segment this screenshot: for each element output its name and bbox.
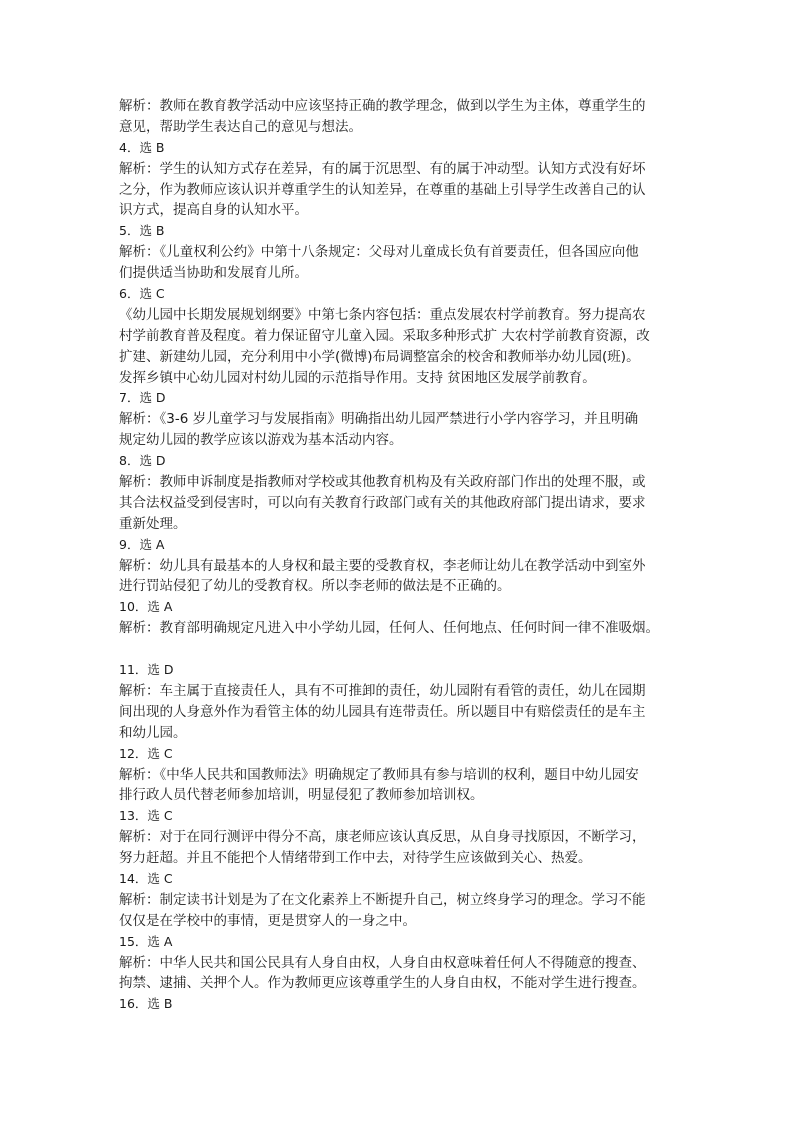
explanation-line: 拘禁、逮捕、关押个人。作为教师更应该尊重学生的人身自由权，不能对学生进行搜查。 xyxy=(119,975,646,992)
explanation-line: 解析：车主属于直接责任人，具有不可推卸的责任，幼儿园附有看管的责任，幼儿在园期 xyxy=(119,682,646,699)
explanation-line: 和幼儿园。 xyxy=(119,724,187,741)
explanation-line: 解析：《中华人民共和国教师法》明确规定了教师具有参与培训的权利，题目中幼儿园安 xyxy=(119,766,639,783)
answer-choice: 7．选 D xyxy=(119,390,166,406)
explanation-line: 解析：《儿童权利公约》中第十八条规定：父母对儿童成长负有首要责任，但各国应向他 xyxy=(119,244,639,261)
explanation-line: 村学前教育普及程度。着力保证留守儿童入园。采取多种形式扩 大农村学前教育资源，改 xyxy=(119,327,650,344)
answer-choice: 6．选 C xyxy=(119,286,165,302)
explanation-line: 解析：中华人民共和国公民具有人身自由权，人身自由权意味着任何人不得随意的搜查、 xyxy=(119,954,646,971)
answer-choice: 13．选 C xyxy=(119,808,173,824)
explanation-line: 意见，帮助学生表达自己的意见与想法。 xyxy=(119,118,362,135)
explanation-line: 解析：制定读书计划是为了在文化素养上不断提升自己，树立终身学习的理念。学习不能 xyxy=(119,891,646,908)
document-body xyxy=(119,96,679,1015)
explanation-line: 其合法权益受到侵害时，可以向有关教育行政部门或有关的其他政府部门提出请求，要求 xyxy=(119,494,646,511)
explanation-line: 排行政人员代替老师参加培训，明显侵犯了教师参加培训权。 xyxy=(119,787,484,804)
answer-choice: 12．选 C xyxy=(119,745,173,761)
answer-choice: 14．选 C xyxy=(119,870,173,886)
explanation-line: 解析：教育部明确规定凡进入中小学幼儿园，任何人、任何地点、任何时间一律不准吸烟。 xyxy=(119,620,659,637)
explanation-line: 之分，作为教师应该认识并尊重学生的认知差异，在尊重的基础上引导学生改善自己的认 xyxy=(119,181,646,198)
explanation-line: 重新处理。 xyxy=(119,515,187,532)
explanation-line: 解析：对于在同行测评中得分不高，康老师应该认真反思，从自身寻找原因，不断学习， xyxy=(119,829,646,846)
explanation-line: 努力赶超。并且不能把个人情绪带到工作中去，对待学生应该做到关心、热爱。 xyxy=(119,850,592,867)
explanation-line: 识方式，提高自身的认知水平。 xyxy=(119,202,308,219)
explanation-line: 扩建、新建幼儿园，充分利用中小学(微博)布局调整富余的校舍和教师举办幼儿园(班)。 xyxy=(119,348,640,365)
explanation-line: 《幼儿园中长期发展规划纲要》中第七条内容包括：重点发展农村学前教育。努力提高农 xyxy=(119,306,646,323)
answer-choice: 4．选 B xyxy=(119,139,165,155)
answer-choice: 5．选 B xyxy=(119,223,165,239)
explanation-line: 仅仅是在学校中的事情，更是贯穿人的一身之中。 xyxy=(119,912,416,929)
explanation-line: 规定幼儿园的教学应该以游戏为基本活动内容。 xyxy=(119,432,403,449)
blank-line xyxy=(119,639,679,660)
answer-choice: 16．选 B xyxy=(119,996,173,1012)
explanation-line: 进行罚站侵犯了幼儿的受教育权。所以李老师的做法是不正确的。 xyxy=(119,578,511,595)
explanation-line: 发挥乡镇中心幼儿园对村幼儿园的示范指导作用。支持 贫困地区发展学前教育。 xyxy=(119,369,596,386)
explanation-line: 解析：幼儿具有最基本的人身权和最主要的受教育权，李老师让幼儿在教学活动中到室外 xyxy=(119,557,646,574)
explanation-line: 间出现的人身意外作为看管主体的幼儿园具有连带责任。所以题目中有赔偿责任的是车主 xyxy=(119,703,646,720)
answer-choice: 11．选 D xyxy=(119,662,174,678)
explanation-line: 解析：《3-6 岁儿童学习与发展指南》明确指出幼儿园严禁进行小学内容学习，并且明确 xyxy=(119,411,639,428)
explanation-line: 解析：学生的认知方式存在差异，有的属于沉思型、有的属于冲动型。认知方式没有好坏 xyxy=(119,160,646,177)
answer-choice: 10．选 A xyxy=(119,599,173,615)
answer-choice: 9．选 A xyxy=(119,536,165,552)
explanation-line: 解析：教师在教育教学活动中应该坚持正确的教学理念，做到以学生为主体，尊重学生的 xyxy=(119,98,646,114)
answer-choice: 15．选 A xyxy=(119,933,173,949)
answer-choice: 8．选 D xyxy=(119,453,166,469)
explanation-line: 们提供适当协助和发展育儿所。 xyxy=(119,265,308,282)
explanation-line: 解析：教师申诉制度是指教师对学校或其他教育机构及有关政府部门作出的处理不服，或 xyxy=(119,474,646,491)
